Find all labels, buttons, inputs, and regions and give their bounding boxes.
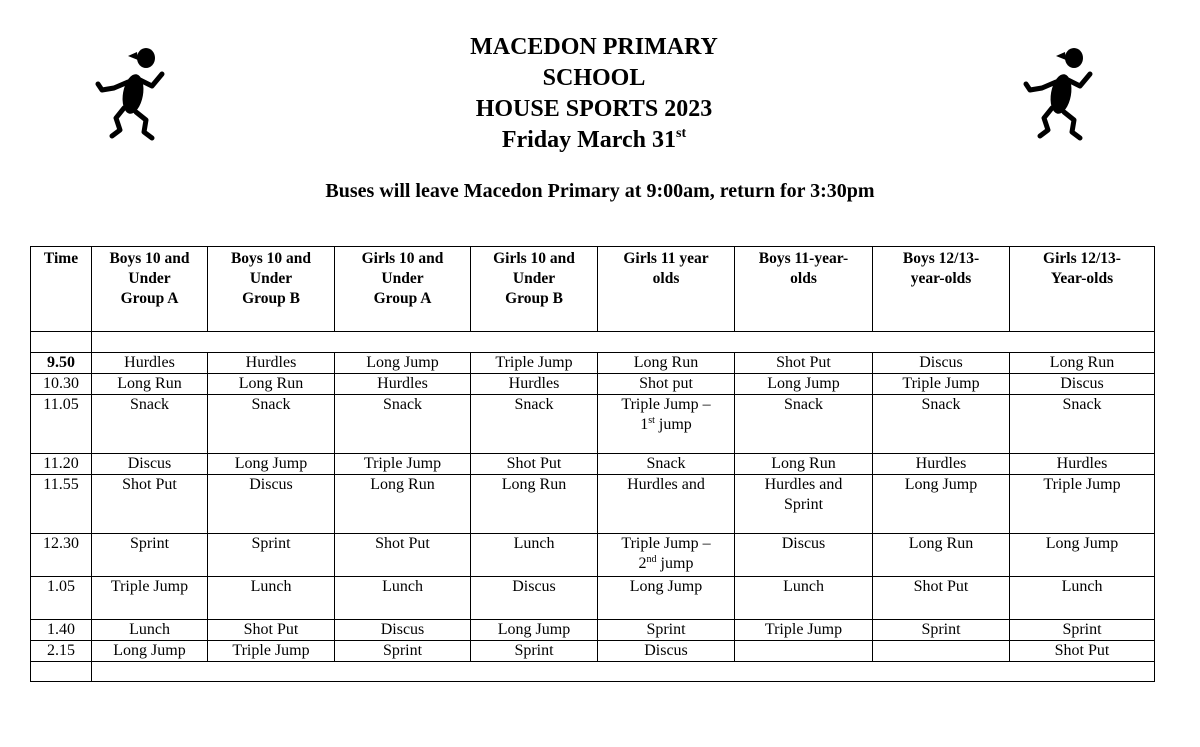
time-cell: 11.05 — [31, 395, 92, 454]
header-line: Boys 10 and — [109, 250, 190, 267]
table-cell: Sprint — [335, 641, 471, 662]
header-boys10b — [208, 247, 335, 332]
table-cell: Sprint — [598, 620, 735, 641]
table-cell: Triple Jump — [1010, 475, 1155, 534]
table-row — [31, 475, 1155, 534]
header-line: Group A — [120, 290, 179, 307]
ordinal-rest: jump — [654, 416, 692, 433]
table-cell: Long Run — [598, 353, 735, 374]
time-cell: 11.55 — [31, 475, 92, 534]
page-title — [394, 32, 794, 156]
table-cell: Long Jump — [335, 353, 471, 374]
table-cell: Long Jump — [92, 641, 208, 662]
table-cell: Long Jump — [471, 620, 598, 641]
header-line: Girls 12/13- — [1043, 250, 1121, 267]
table-cell: Lunch — [1010, 577, 1155, 620]
table-cell — [31, 662, 92, 682]
table-cell: Discus — [92, 454, 208, 475]
table-cell: Snack — [208, 395, 335, 454]
cell-line: Sprint — [783, 496, 824, 513]
header-line: Boys 11-year- — [758, 250, 849, 267]
table-cell: Long Run — [735, 454, 873, 475]
time-cell: 11.20 — [31, 454, 92, 475]
table-cell — [735, 475, 873, 534]
table-cell — [31, 332, 92, 353]
ordinal-suffix: nd — [646, 554, 657, 565]
table-cell — [598, 534, 735, 577]
table-cell: Snack — [335, 395, 471, 454]
table-cell: Shot Put — [335, 534, 471, 577]
table-cell: Discus — [598, 641, 735, 662]
ordinal-rest: jump — [656, 555, 694, 572]
header-time — [31, 247, 92, 332]
table-cell: Triple Jump — [873, 374, 1010, 395]
header-line: Under — [512, 270, 556, 287]
table-cell: Discus — [1010, 374, 1155, 395]
title-date-text: Friday March 31 — [501, 127, 677, 153]
table-cell: Discus — [335, 620, 471, 641]
header-girls10b — [471, 247, 598, 332]
table-cell: Long Run — [471, 475, 598, 534]
table-cell: Sprint — [471, 641, 598, 662]
table-cell: Sprint — [92, 534, 208, 577]
header-time-label: Time — [43, 250, 79, 267]
table-row — [31, 620, 1155, 641]
table-cell: Triple Jump — [735, 620, 873, 641]
cell-line: Hurdles and — [764, 476, 843, 493]
table-row — [31, 353, 1155, 374]
header-line: year-olds — [910, 270, 972, 287]
cell-line — [600, 415, 732, 435]
header-girls1213 — [1010, 247, 1155, 332]
table-cell: Long Jump — [735, 374, 873, 395]
table-cell: Triple Jump — [208, 641, 335, 662]
table-cell: Hurdles and — [598, 475, 735, 534]
table-row — [31, 534, 1155, 577]
table-cell: Discus — [471, 577, 598, 620]
header-line: Group B — [242, 290, 300, 307]
header-row — [31, 247, 1155, 332]
table-cell: Snack — [471, 395, 598, 454]
header-line: Girls 10 and — [361, 250, 444, 267]
table-cell: Sprint — [1010, 620, 1155, 641]
table-cell: Lunch — [335, 577, 471, 620]
cell-line: Triple Jump – — [621, 535, 711, 552]
time-cell: 10.30 — [31, 374, 92, 395]
header-line: olds — [790, 270, 817, 287]
table-row — [31, 374, 1155, 395]
cell-line: Triple Jump – — [621, 396, 711, 413]
header-line: Girls 10 and — [493, 250, 575, 267]
table-cell — [735, 641, 873, 662]
time-cell: 1.40 — [31, 620, 92, 641]
header-line: Year-olds — [1050, 270, 1114, 287]
spacer-row — [31, 332, 1155, 353]
table-cell: Shot put — [598, 374, 735, 395]
table-cell — [598, 395, 735, 454]
table-cell: Long Jump — [598, 577, 735, 620]
table-cell: Long Run — [1010, 353, 1155, 374]
table-cell: Triple Jump — [335, 454, 471, 475]
title-line-3: HOUSE SPORTS 2023 — [475, 96, 713, 122]
runner-icon — [1016, 46, 1096, 146]
table-cell: Long Run — [873, 534, 1010, 577]
table-row — [31, 577, 1155, 620]
header-line: Under — [128, 270, 171, 287]
time-cell: 9.50 — [31, 353, 92, 374]
table-cell: Snack — [598, 454, 735, 475]
ordinal-suffix: st — [648, 415, 655, 426]
title-line-2: SCHOOL — [542, 65, 646, 91]
spacer-row — [31, 662, 1155, 682]
header-boys10a — [92, 247, 208, 332]
title-date — [394, 125, 794, 156]
table-cell: Lunch — [471, 534, 598, 577]
table-cell: Hurdles — [335, 374, 471, 395]
header-line: Girls 11 year — [623, 250, 709, 267]
table-cell: Shot Put — [208, 620, 335, 641]
table-cell: Discus — [735, 534, 873, 577]
table-cell: Long Run — [92, 374, 208, 395]
header-line: Under — [381, 270, 424, 287]
table-cell: Lunch — [735, 577, 873, 620]
table-cell: Long Jump — [1010, 534, 1155, 577]
table-cell: Long Run — [208, 374, 335, 395]
header-line: Under — [249, 270, 293, 287]
time-cell: 1.05 — [31, 577, 92, 620]
table-cell: Sprint — [208, 534, 335, 577]
table-row — [31, 641, 1155, 662]
header-boys11 — [735, 247, 873, 332]
bus-notice: Buses will leave Macedon Primary at 9:00am, return for 3:30pm — [325, 180, 875, 202]
cell-line — [600, 554, 732, 574]
table-cell: Hurdles — [1010, 454, 1155, 475]
header-line: Group A — [373, 290, 432, 307]
ordinal-number: 1 — [640, 416, 649, 433]
table-cell: Shot Put — [471, 454, 598, 475]
table-cell: Shot Put — [873, 577, 1010, 620]
time-cell: 12.30 — [31, 534, 92, 577]
table-cell: Shot Put — [735, 353, 873, 374]
header-girls11 — [598, 247, 735, 332]
header-boys1213 — [873, 247, 1010, 332]
header-line: Boys 12/13- — [902, 250, 980, 267]
header-girls10a — [335, 247, 471, 332]
table-cell: Shot Put — [92, 475, 208, 534]
header-line: olds — [652, 270, 680, 287]
table-cell: Triple Jump — [471, 353, 598, 374]
table-cell: Discus — [208, 475, 335, 534]
table-cell: Long Jump — [873, 475, 1010, 534]
table-cell — [92, 662, 1155, 682]
table-cell: Hurdles — [92, 353, 208, 374]
ordinal-number: 2 — [638, 555, 647, 572]
time-cell: 2.15 — [31, 641, 92, 662]
table-cell: Triple Jump — [92, 577, 208, 620]
header-line: Group B — [505, 290, 563, 307]
table-cell: Lunch — [92, 620, 208, 641]
table-cell: Snack — [873, 395, 1010, 454]
table-cell: Lunch — [208, 577, 335, 620]
schedule-table — [30, 246, 1155, 682]
table-cell: Sprint — [873, 620, 1010, 641]
table-cell: Hurdles — [471, 374, 598, 395]
table-cell: Long Jump — [208, 454, 335, 475]
header-line: Boys 10 and — [230, 250, 312, 267]
table-cell: Shot Put — [1010, 641, 1155, 662]
table-cell: Snack — [1010, 395, 1155, 454]
table-cell: Discus — [873, 353, 1010, 374]
table-cell — [873, 641, 1010, 662]
table-cell: Snack — [735, 395, 873, 454]
table-cell: Hurdles — [208, 353, 335, 374]
table-cell: Long Run — [335, 475, 471, 534]
title-date-suffix: st — [676, 126, 687, 141]
table-row — [31, 395, 1155, 454]
table-cell — [92, 332, 1155, 353]
table-cell: Snack — [92, 395, 208, 454]
title-line-1: MACEDON PRIMARY — [470, 34, 718, 60]
runner-icon — [88, 46, 168, 146]
table-cell: Hurdles — [873, 454, 1010, 475]
table-row — [31, 454, 1155, 475]
